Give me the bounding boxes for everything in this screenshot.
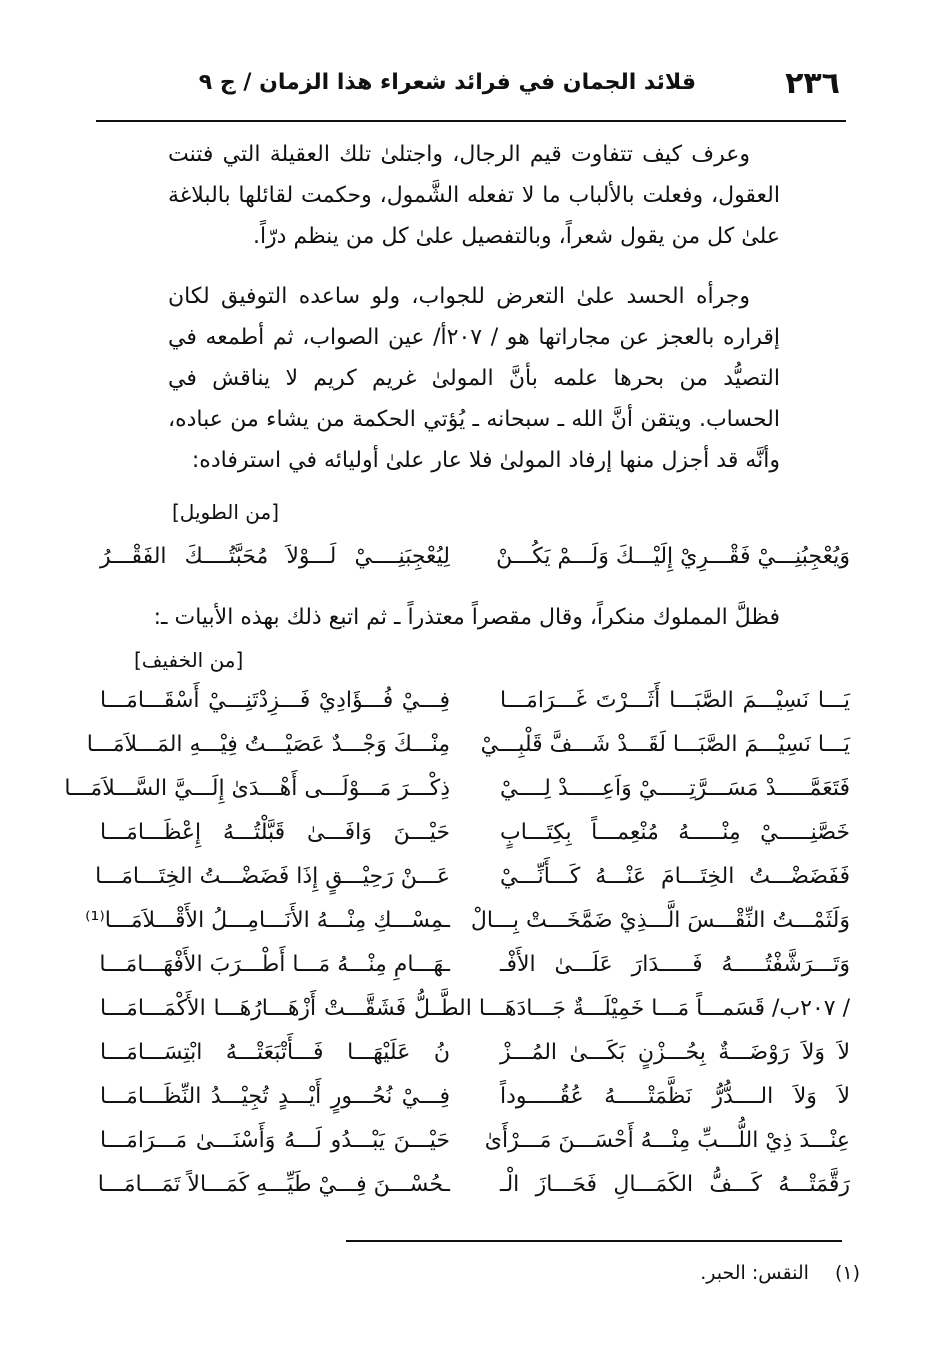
verse-row bbox=[100, 544, 850, 584]
page-header bbox=[96, 66, 846, 122]
first-hemistich: وَتَـــرَشَّفْتُـــــهُ فَـــــدَارَ عَلَـــىٰ الأَفْـ bbox=[500, 952, 850, 977]
paragraph-text: وجرأه الحسد علىٰ التعرض للجواب، ولو ساعده التوفيق لكان إقراره بالعجز عن مجاراتها هو / ٢٠٧أ/ عين الصواب، ثم أطمعه في التصيُّد من بحرها علمه بأنَّ المولىٰ غريم كريم لا يناقش في الحساب. ويتقن أنَّ الله ـ سبحانه ـ يُؤتي الحكمة من يشاء من عباده، وأنَّه قد أجزل منها إرفاد المولىٰ فلا عار علىٰ أوليائه في استرفاده: bbox=[168, 284, 780, 473]
prose-paragraph-1 bbox=[168, 134, 780, 257]
page-number: ٢٣٦ bbox=[785, 66, 840, 101]
header-rule bbox=[96, 120, 846, 122]
verse-row bbox=[100, 1128, 850, 1168]
footnote-text: النقس: الحبر. bbox=[700, 1262, 809, 1284]
second-hemistich: ـحُسْـــنَ فِـــيْ طَيِّـــهِ كَمَـــالاً تَمَـــامَـــا bbox=[97, 1172, 450, 1197]
second-hemistich: لِيُعْجِبَنِــــيْ لَـــوْلاَ مُحَبَّتُــــكَ الفَقْـــرُ bbox=[100, 544, 450, 569]
verse-row bbox=[100, 1084, 850, 1124]
second-hemistich: ـــلُّ فَشَقَّـــتْ أَزْهَـــارُهَـــا الأَكْمَـــامَـــا bbox=[100, 996, 450, 1021]
first-hemistich: لاَ وَلاَ الــــدُّرُّ نَظَّمَتْـــــهُ عُقُـــــوداً bbox=[500, 1084, 850, 1109]
verse-row bbox=[100, 1040, 850, 1080]
footnote-rule bbox=[346, 1240, 842, 1242]
verse-row bbox=[100, 688, 850, 728]
first-hemistich: يَـــا نَسِيْـــمَ الصَّبَـــا أَثَـــرْتَ غَـــرَامَـــا bbox=[500, 688, 850, 713]
prose-paragraph-2 bbox=[168, 276, 780, 481]
verse-row bbox=[85, 908, 850, 948]
footnote bbox=[700, 1262, 860, 1284]
meter-label-khafif: [من الخفيف] bbox=[134, 648, 244, 672]
first-hemistich: لاَ وَلاَ رَوْضَـــةٌ بِحُـــزْنٍ بَكَـــىٰ المُـــزْ bbox=[500, 1040, 850, 1065]
second-hemistich: حَيْـــنَ وَافَـــىٰ قَبَّلْتُـــهُ إِعْظَـــامَـــا bbox=[100, 820, 450, 845]
first-hemistich: فَتَعَمَّـــــدْ مَسَـــرَّتِـــــيْ وَاَعِـــــدْ لِــــيْ bbox=[500, 776, 850, 801]
second-hemistich: مِنْـــكَ وَجْـــدٌ عَصَيْـــتُ فِيْـــهِ المَـــلاَمَـــا bbox=[86, 732, 450, 757]
verse-row bbox=[100, 996, 850, 1036]
paragraph-text: وعرف كيف تتفاوت قيم الرجال، واجتلىٰ تلك العقيلة التي فتنت العقول، وفعلت بالألباب ما لا تفعله الشَّمول، وحكمت لقائلها بالبلاغة علىٰ كل من يقول شعراً، وبالتفصيل علىٰ كل من ينظم درّاً. bbox=[168, 142, 780, 249]
first-hemistich: رَقَّمَتْـــهُ كَـــفُّ الكَمَـــالِ فَحَـــازَ الْـ bbox=[500, 1172, 850, 1197]
first-hemistich: / ٢٠٧ب/ قَسَمـــاً مَـــا خَمِيْلَـــةٌ جَـــادَهَـــا الطَّـ bbox=[434, 996, 850, 1021]
second-hemistich: فِـــيْ فُـــؤَادِيْ فَـــزِدْتَنِـــيْ أَسْقَـــامَـــا bbox=[100, 688, 450, 713]
second-hemistich: ـمِسْـــكِ مِنْـــهُ الأَنَـــامِـــلُ الأَقْـــلاَمَـــا⁽¹⁾ bbox=[85, 908, 450, 933]
verse-row bbox=[97, 1172, 850, 1212]
first-hemistich: يَـــا نَسِيْـــمَ الصَّبَـــا لَقَـــدْ شَـــفَّ قَلْبِـــيْ bbox=[480, 732, 850, 757]
first-hemistich: عِنْـــدَ ذِيْ اللُّـــبِّ مِنْـــهُ أَحْسَـــنَ مَـــرْأَىٰ bbox=[484, 1128, 850, 1153]
first-hemistich: خَصَّنِـــــيْ مِنْـــــهُ مُنْعِمـــاً بِكِتَـــابٍ bbox=[500, 820, 850, 845]
second-hemistich: نُ عَلَيْهَـــا فَـــأَتْبَعَتْـــهُ ابْتِسَـــامَـــا bbox=[100, 1040, 450, 1065]
footnote-number: (١) bbox=[834, 1262, 860, 1284]
second-hemistich: ذِكْـــرَ مَـــوْلَـــى أَهْـــدَىٰ إِلَـــيَّ السَّـــلاَمَـــا bbox=[64, 776, 450, 801]
second-hemistich: حَيْـــنَ يَبْـــدُو لَـــهُ وَأَسْنَـــىٰ مَـــرَامَـــا bbox=[100, 1128, 450, 1153]
connector-sentence: فظلَّ المملوك منكراً، وقال مقصراً معتذراً ـ ثم اتبع ذلك بهذه الأبيات ـ: bbox=[153, 605, 780, 630]
verse-row bbox=[95, 864, 850, 904]
second-hemistich: ـهَـــامِ مِنْـــهُ مَـــا أَطْـــرَبَ الأَفْهَـــامَـــا bbox=[99, 952, 450, 977]
first-hemistich: وَيُعْجِبُنِـــيْ فَقْـــرِيْ إِلَيْـــكَ وَلَـــمْ يَكُـــنْ bbox=[496, 544, 850, 569]
second-hemistich: عَـــنْ رَحِيْـــقٍ إِذَا فَضَضْـــتُ الخِتَـــامَـــا bbox=[95, 864, 450, 889]
verse-row bbox=[64, 776, 850, 816]
verse-row bbox=[86, 732, 850, 772]
verse-row bbox=[100, 820, 850, 860]
second-hemistich: فِـــيْ نُحُـــورٍ أَيْـــدٍ تُجِيْـــدُ النِّظَـــامَـــا bbox=[100, 1084, 450, 1109]
first-hemistich: فَفَضَضْـــتُ الخِتَـــامَ عَنْـــهُ كَـــأَنِّـــيْ bbox=[500, 864, 850, 889]
meter-label-tawil: [من الطويل] bbox=[172, 500, 280, 524]
verse-row bbox=[100, 952, 850, 992]
running-title: قلائد الجمان في فرائد شعراء هذا الزمان / ج ٩ bbox=[198, 70, 696, 95]
first-hemistich: وَلَثَمْـــتُ النِّقْـــسَ الَّـــذِيْ ضَمَّخَـــتْ بِـــالْ bbox=[470, 908, 850, 933]
